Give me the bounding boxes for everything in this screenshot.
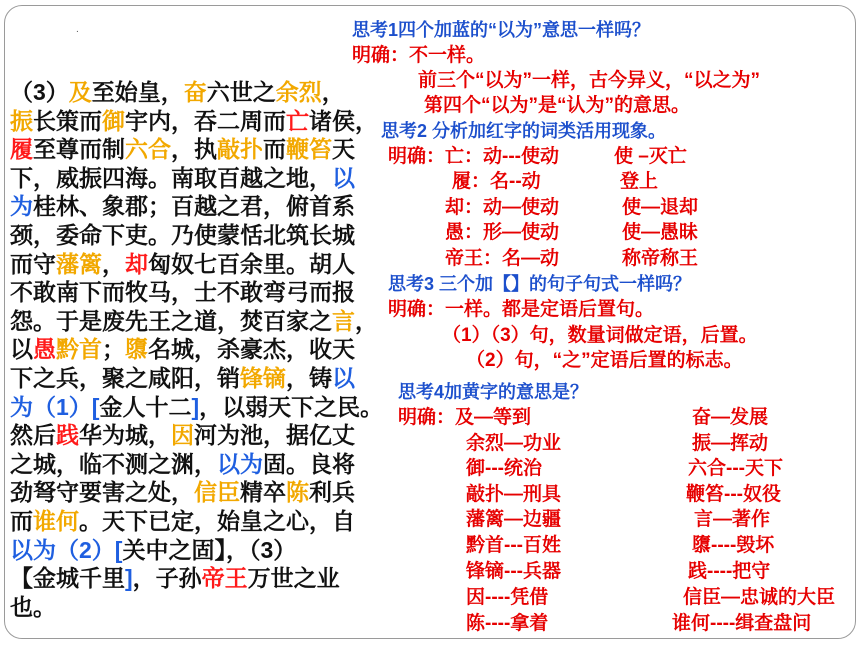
- passage-text: 关中之固: [122, 536, 215, 563]
- passage: [10, 78, 390, 621]
- passage-text: 名城，杀豪杰，收天: [148, 336, 355, 363]
- highlighted-word: 陈: [286, 479, 309, 506]
- passage-text: 也。: [10, 593, 56, 620]
- passage-text: ，: [321, 79, 345, 105]
- highlighted-word: 却: [125, 250, 148, 277]
- highlighted-word: ]: [191, 393, 200, 420]
- passage-text: 固。良将: [263, 450, 355, 477]
- highlighted-word: 鞭笞: [286, 136, 332, 163]
- passage-line: [10, 593, 390, 622]
- passage-text: 】: [214, 536, 226, 563]
- passage-text: 匈奴七百余里。胡人: [148, 250, 355, 277]
- highlighted-word: 六合: [125, 136, 171, 163]
- highlighted-word: 敲扑: [217, 136, 263, 163]
- passage-text: 而守: [10, 250, 56, 277]
- passage-text: 劲弩守要害之处，: [10, 479, 194, 506]
- q2-term: 愚：形—使动: [445, 222, 560, 243]
- q4-gloss-left: 敲扑—刑具: [466, 484, 562, 505]
- q2-meaning: 使 –灭亡: [614, 146, 687, 167]
- passage-line: [10, 221, 390, 250]
- corner-mark: .: [76, 24, 79, 35]
- passage-text: 天: [332, 136, 355, 163]
- highlighted-word: 言: [332, 307, 355, 334]
- highlighted-word: 锋镝: [240, 364, 286, 391]
- passage-text: 而: [263, 136, 286, 163]
- highlighted-word: ]: [125, 565, 133, 592]
- highlighted-word: 以: [332, 164, 355, 191]
- q1-answer: 明确：不一样。: [352, 45, 486, 66]
- passage-line: [10, 164, 390, 193]
- q4-gloss-right: 鞭笞---奴役: [686, 484, 781, 505]
- q2-term: 却：动—使动: [445, 197, 560, 218]
- passage-text: 至始皇，: [91, 79, 184, 105]
- q4-gloss-left: 御---统治: [466, 458, 542, 479]
- highlighted-word: 谁何: [33, 507, 79, 534]
- passage-text: 长策而: [33, 107, 102, 134]
- passage-text: 金城千里: [33, 565, 125, 592]
- highlighted-word: 为: [10, 193, 33, 220]
- highlighted-word: 藩篱: [56, 250, 102, 277]
- passage-text: 怨。于是废先王之道，焚百家之: [10, 307, 332, 334]
- highlighted-word: 因: [171, 422, 194, 449]
- passage-line: [10, 135, 390, 164]
- q4-gloss-right: 言—著作: [694, 509, 771, 530]
- highlighted-word: 以为: [217, 450, 263, 477]
- highlighted-word: 以为（2）[: [10, 536, 123, 563]
- highlighted-word: 帝王: [201, 565, 248, 592]
- q4-gloss-right: 六合---天下: [688, 458, 783, 479]
- q4-gloss-right: 谁何----缉查盘问: [672, 613, 812, 634]
- q4-gloss-right: 践----把守: [688, 561, 771, 582]
- passage-text: 颈，委命下吏。乃使蒙恬北筑长城: [10, 221, 355, 248]
- q4-gloss-left: 余烈—功业: [466, 433, 562, 454]
- passage-text: 。天下已定，始皇之心，自: [79, 507, 355, 534]
- q1-note: 第四个“以为”是“认为”的意思。: [424, 95, 691, 116]
- q4-gloss-right: 信臣—忠诚的大臣: [683, 587, 836, 608]
- q2-term: 履：名--动: [452, 171, 541, 192]
- passage-line: [10, 564, 390, 593]
- passage-text: 以: [10, 336, 33, 363]
- highlighted-word: 御: [102, 107, 125, 134]
- highlighted-word: 及: [68, 79, 92, 105]
- passage-line: [10, 478, 390, 507]
- highlighted-word: 履: [10, 136, 33, 163]
- passage-line: [10, 364, 390, 393]
- q4-gloss-right: 振—挥动: [692, 433, 769, 454]
- passage-text: 桂林、象郡；百越之君，俯首系: [33, 193, 355, 220]
- passage-text: 宇内，吞二周而: [125, 107, 286, 134]
- q2-term: 帝王：名—动: [445, 248, 560, 269]
- passage-text: ，子孙: [132, 565, 202, 592]
- q3-note: （2）句，“之”定语后置的标志。: [466, 350, 743, 371]
- passage-line: [10, 335, 390, 364]
- passage-line: [10, 421, 390, 450]
- q2-meaning: 登上: [620, 171, 659, 192]
- passage-text: 六世之: [206, 79, 276, 105]
- q4-title: 思考4加黄字的意思是？: [398, 382, 589, 402]
- passage-line: [10, 393, 390, 422]
- passage-text: 华为城，: [79, 422, 171, 449]
- passage-text: 【: [10, 565, 33, 592]
- q2-meaning: 使—退却: [622, 197, 699, 218]
- q4-gloss-left: 明确：及—等到: [398, 407, 532, 428]
- q2-meaning: 称帝称王: [622, 248, 699, 269]
- passage-text: 而: [10, 507, 33, 534]
- q4-gloss-left: 黔首---百姓: [466, 535, 561, 556]
- passage-text: ，: [355, 307, 378, 334]
- highlighted-word: 愚: [33, 336, 56, 363]
- passage-text: 万世之业: [247, 565, 340, 592]
- passage-text: ；: [102, 336, 125, 363]
- passage-text: 至尊而制: [33, 136, 125, 163]
- q1-title: 思考1四个加蓝的“以为”意思一样吗？: [352, 20, 651, 40]
- q4-gloss-left: 锋镝---兵器: [466, 561, 561, 582]
- q4-gloss-right: 奋—发展: [692, 407, 769, 428]
- passage-text: ，: [102, 250, 125, 277]
- q4-gloss-right: 隳----毁坏: [692, 535, 775, 556]
- passage-text: 下之兵，聚之咸阳，销: [10, 364, 240, 391]
- highlighted-word: 黔首: [56, 336, 102, 363]
- highlighted-word: 为（1）[: [10, 393, 100, 420]
- highlighted-word: 以: [332, 364, 355, 391]
- q3-title: 思考3 三个加【】的句子句式一样吗？: [388, 274, 692, 294]
- passage-text: ，以弱天下之民。: [199, 393, 384, 420]
- highlighted-word: 践: [56, 422, 79, 449]
- passage-text: 利兵: [309, 479, 355, 506]
- passage-text: ，执: [171, 136, 217, 163]
- q3-note: （1）（3）句，数量词做定语，后置。: [442, 325, 758, 346]
- passage-text: 然后: [10, 422, 56, 449]
- passage-text: ，铸: [286, 364, 332, 391]
- passage-line: [10, 78, 390, 107]
- q4-gloss-left: 因----凭借: [466, 587, 549, 608]
- passage-text: 不敢南下而牧马，士不敢弯弓而报: [10, 279, 355, 306]
- q4-gloss-left: 藩篱—边疆: [466, 509, 562, 530]
- passage-text: 诸侯，: [309, 107, 378, 134]
- passage-line: [10, 250, 390, 279]
- highlighted-word: 隳: [125, 336, 148, 363]
- passage-line: [10, 536, 390, 565]
- q4-gloss-left: 陈----拿着: [466, 613, 549, 634]
- passage-line: [10, 450, 390, 479]
- highlighted-word: 奋: [183, 79, 207, 105]
- passage-text: ，（3）: [225, 536, 297, 563]
- q3-answer: 明确：一样。都是定语后置句。: [388, 299, 655, 320]
- passage-text: 下，威振四海。南取百越之地，: [10, 164, 332, 191]
- q2-meaning: 使—愚昧: [622, 222, 699, 243]
- q2-term: 明确：亡：动---使动: [388, 146, 559, 167]
- highlighted-word: 余烈: [275, 79, 322, 105]
- passage-text: 之城，临不测之渊，: [10, 450, 217, 477]
- passage-text: 河为池，据亿丈: [194, 422, 355, 449]
- passage-text: 金人十二: [99, 393, 192, 420]
- passage-line: [10, 307, 390, 336]
- passage-line: [10, 507, 390, 536]
- highlighted-word: 亡: [286, 107, 309, 134]
- passage-text: （3）: [10, 79, 69, 105]
- highlighted-word: 信臣: [194, 479, 240, 506]
- passage-line: [10, 107, 390, 136]
- passage-text: 精卒: [240, 479, 286, 506]
- passage-line: [10, 278, 390, 307]
- q1-note: 前三个“以为”一样，古今异义，“以之为”: [418, 70, 761, 91]
- q2-title: 思考2 分析加红字的词类活用现象。: [381, 121, 667, 141]
- highlighted-word: 振: [10, 107, 33, 134]
- passage-line: [10, 192, 390, 221]
